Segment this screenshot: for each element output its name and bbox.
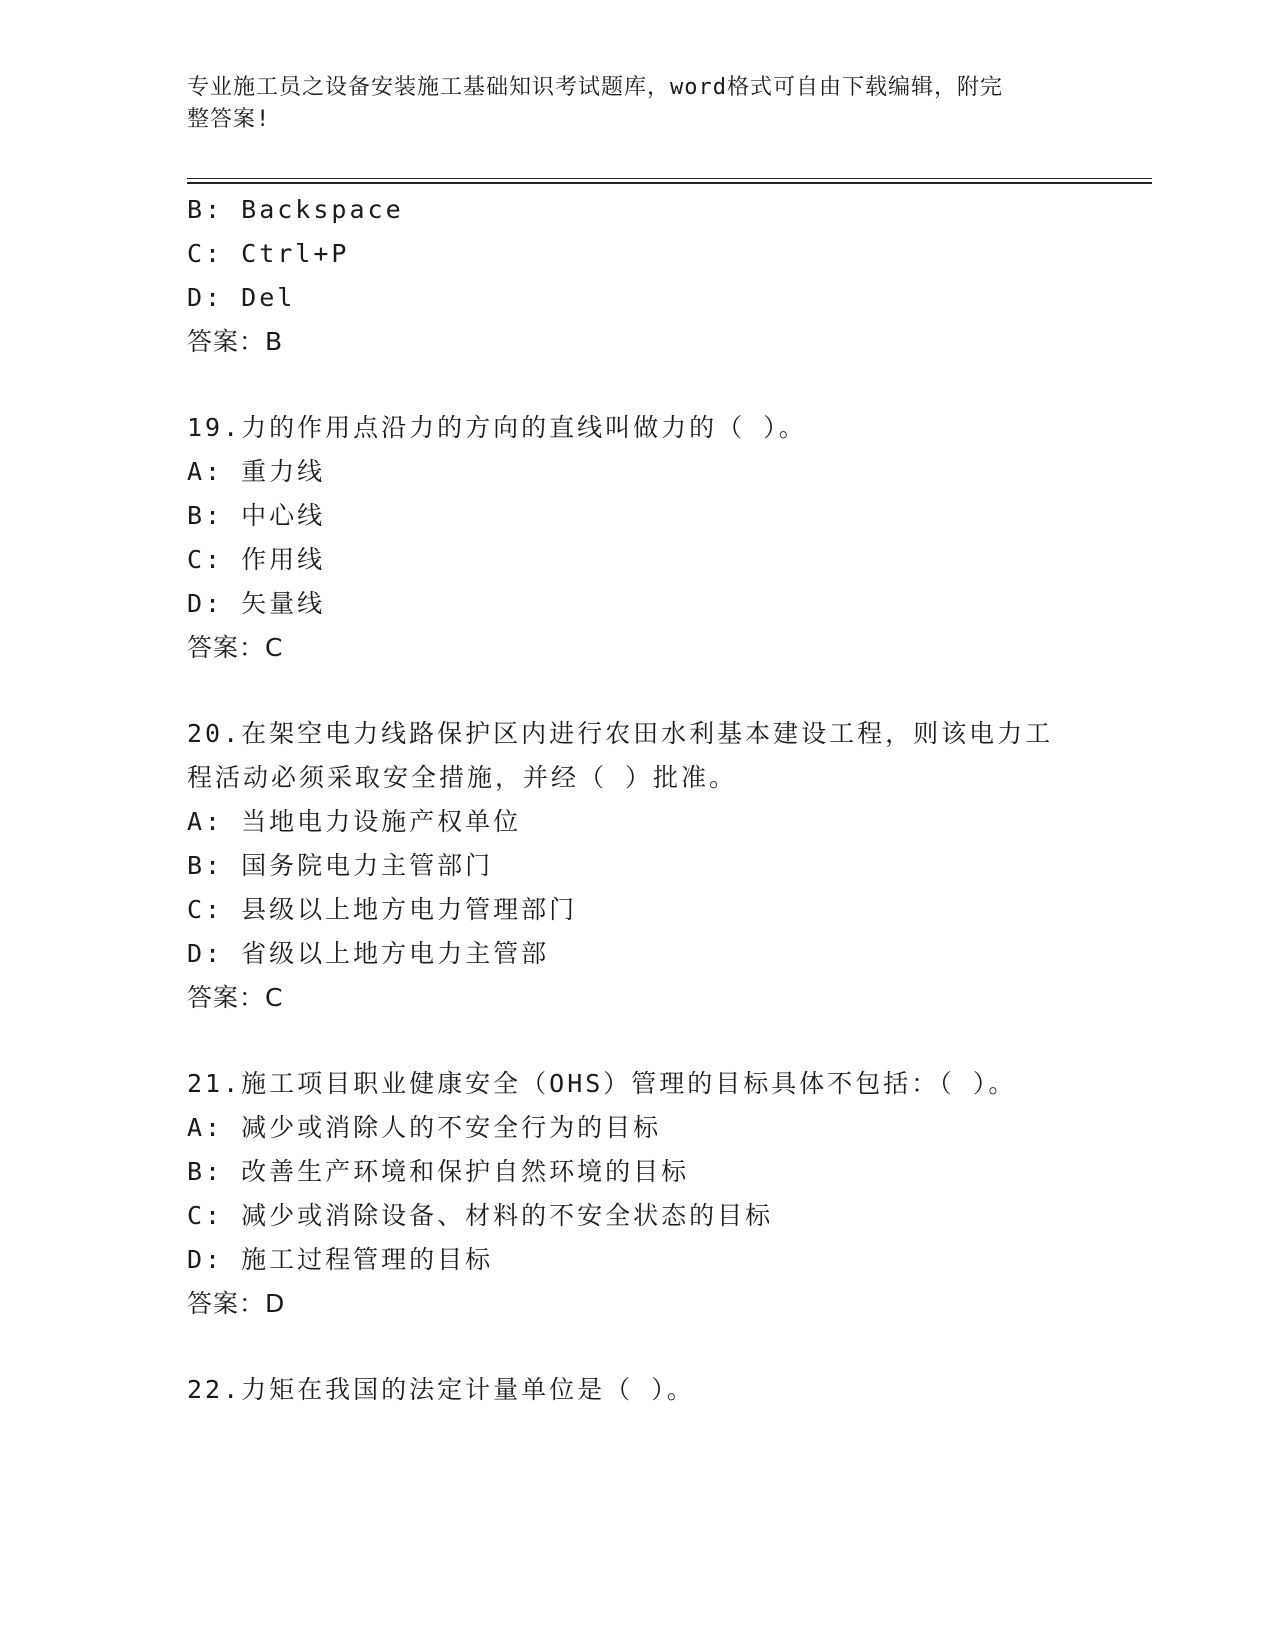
q20-answer: 答案：C (187, 983, 284, 1012)
q19-option-c: C: 作用线 (187, 545, 326, 574)
q19-option-b: B: 中心线 (187, 501, 326, 530)
q19-stem: 19.力的作用点沿力的方向的直线叫做力的（ ）。 (187, 413, 807, 442)
q21-option-d: D: 施工过程管理的目标 (187, 1245, 494, 1274)
q20-option-b: B: 国务院电力主管部门 (187, 851, 494, 880)
q18-option-b: B: Backspace (187, 195, 404, 224)
document-header (187, 72, 1087, 136)
q20-stem-line-1: 20.在架空电力线路保护区内进行农田水利基本建设工程，则该电力工 (187, 719, 1054, 748)
q20-stem-line-2: 程活动必须采取安全措施，并经（ ）批准。 (187, 763, 738, 792)
q21-option-a: A: 减少或消除人的不安全行为的目标 (187, 1113, 662, 1142)
header-divider-thin (187, 178, 1152, 179)
header-divider-thick (187, 182, 1152, 184)
q19-option-d: D: 矢量线 (187, 589, 326, 618)
header-line-2: 整答案! (187, 107, 271, 132)
q21-stem: 21.施工项目职业健康安全（OHS）管理的目标具体不包括：（ ）。 (187, 1069, 1017, 1098)
q18-answer: 答案：B (187, 327, 284, 356)
q18-option-d: D: Del (187, 283, 296, 312)
q18-option-c: C: Ctrl+P (187, 239, 350, 268)
q20-option-a: A: 当地电力设施产权单位 (187, 807, 522, 836)
q22-stem: 22.力矩在我国的法定计量单位是（ ）。 (187, 1375, 695, 1404)
q19-answer: 答案：C (187, 633, 284, 662)
q19-option-a: A: 重力线 (187, 457, 326, 486)
q21-answer: 答案：D (187, 1289, 286, 1318)
q20-option-d: D: 省级以上地方电力主管部 (187, 939, 550, 968)
q20-option-c: C: 县级以上地方电力管理部门 (187, 895, 578, 924)
q21-option-c: C: 减少或消除设备、材料的不安全状态的目标 (187, 1201, 774, 1230)
header-line-1: 专业施工员之设备安装施工基础知识考试题库，word格式可自由下载编辑，附完 (187, 75, 1003, 100)
q21-option-b: B: 改善生产环境和保护自然环境的目标 (187, 1157, 690, 1186)
